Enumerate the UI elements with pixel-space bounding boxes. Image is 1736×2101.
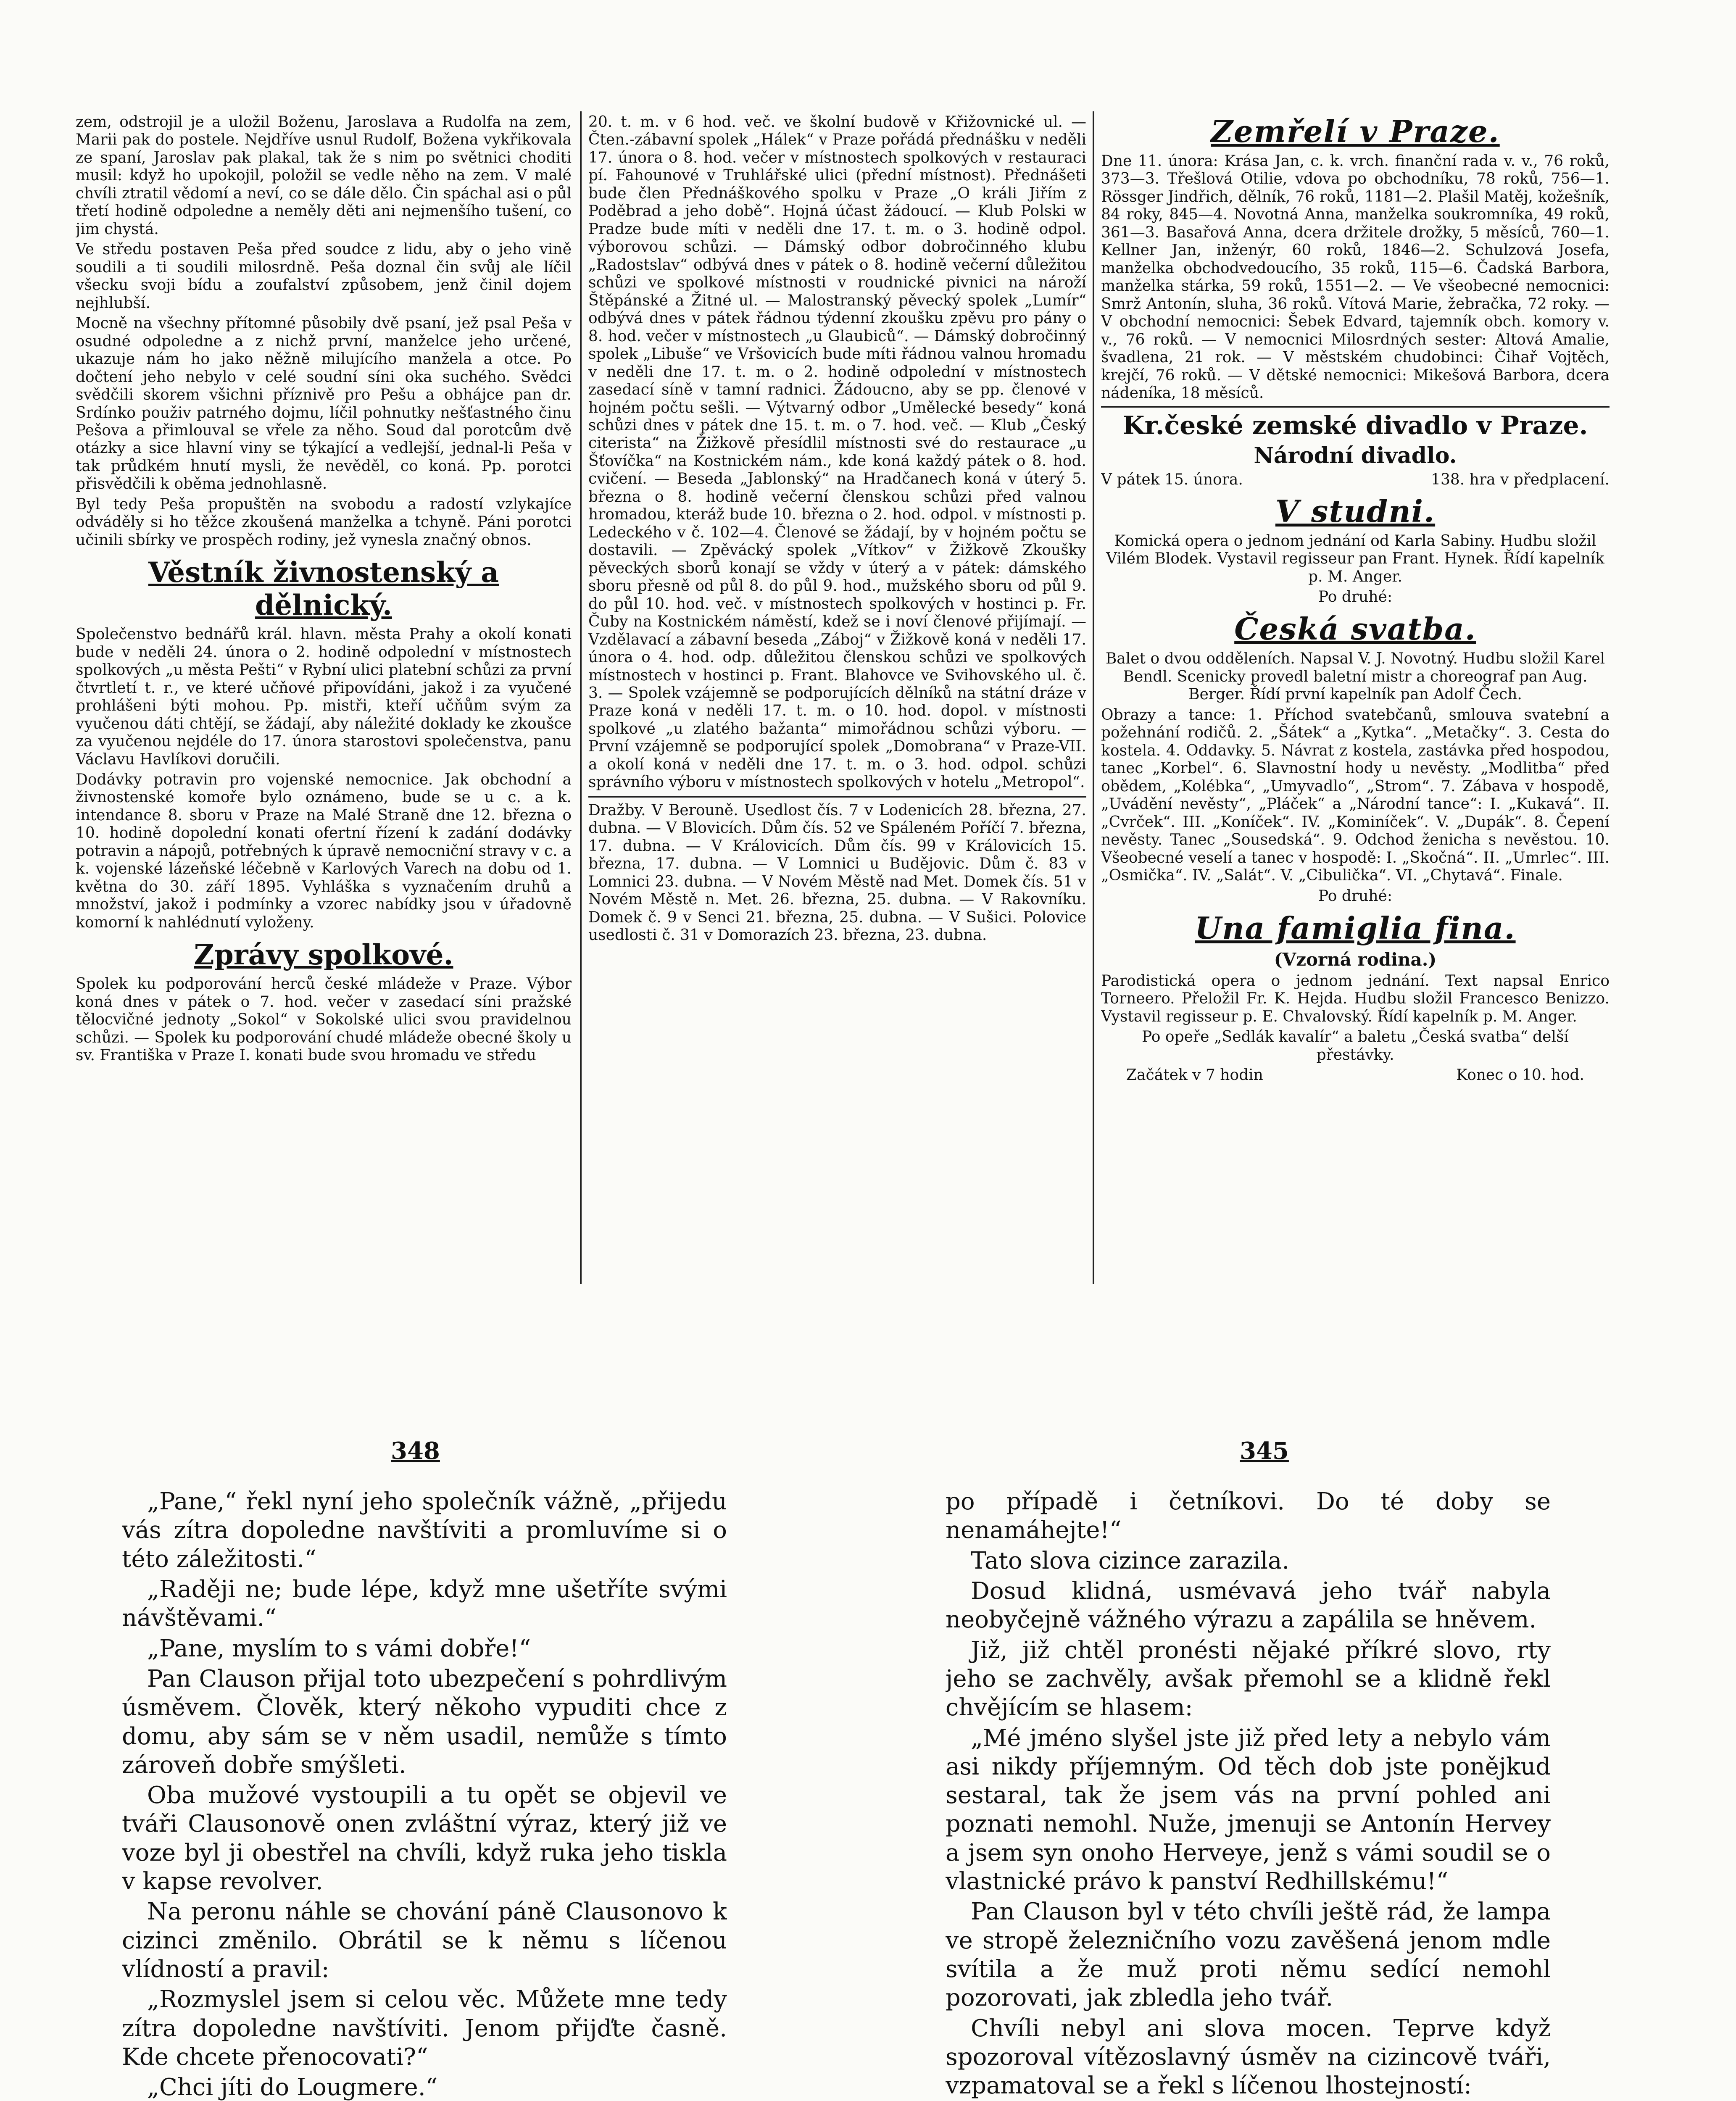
play-title-ceska-svatba: Česká svatba. <box>1234 611 1476 647</box>
novel-paragraph: Chvíli nebyl ani slova mocen. Teprve když spozoroval vítězoslavný úsměv na cizincově tváři, vzpamatoval se a řekl s líčenou lhostejností: <box>946 2014 1551 2100</box>
section-heading-divadlo: Kr.české zemské divadlo v Praze. <box>1122 411 1588 440</box>
section-divider <box>1101 406 1610 408</box>
novel-paragraph: po případě i četníkovi. Do té doby se nenamáhejte!“ <box>946 1488 1551 1544</box>
end-time: Konec o 10. hod. <box>1456 1066 1584 1084</box>
play-scenes: Obrazy a tance: 1. Příchod svatebčanů, smlouva svatební a požehnání rodičů. 2. „Šátek“ a „Kytka“. „Metačky“. 3. Cesta do kostela. 4. Oddavky. 5. Návrat z kostela, zastávka před hospodou, tanec „Korbel“. 6. Slavnostní hody u nevěsty. „Modlitba“ před obědem, „Kolébka“, „Umyvadlo“, „Strom“. 7. Zábava v hospodě, „Uvádění nevěsty“, „Pláček“ a „Národní tance“: I. „Kukavá“. II. „Cvrček“. III. „Koníček“. IV. „Kominíček“. V. „Dupák“. 8. Čepení nevěsty. Tanec „Sousedská“. 9. Odchod ženicha s nevěstou. 10. Všeobecné veselí a tanec v hospodě: I. „Skočná“. II. „Umrlec“. III. „Osmička“. IV. „Salát“. V. „Cibulička“. VI. „Chytavá“. Finale. <box>1101 706 1610 885</box>
column-divider <box>580 111 582 1284</box>
play-description: Parodistická opera o jednom jednání. Text napsal Enrico Torneero. Přeložil Fr. K. Hejda. Hudbu složil Francesco Benizzo. Vystavil regisseur p. E. Chvalovský. Řídí kapelník p. M. Anger. <box>1101 972 1610 1025</box>
article-paragraph: Dne 11. února: Krása Jan, c. k. vrch. finanční rada v. v., 76 roků, 373—3. Třešlová Otilie, vdova po obchodníku, 78 roků, 756—1. Rössger Jindřich, dělník, 76 roků, 1181—2. Plašil Matěj, kožešník, 84 roky, 845—4. Novotná Anna, manželka soukromníka, 49 roků, 361—3. Basařová Anna, dcera držitele drožky, 5 měsíců, 760—1. Kellner Jan, inženýr, 60 roků, 1846—2. Schulzová Josefa, manželka obchodvedoucího, 35 roků, 115—6. Čadská Barbora, manželka stárka, 59 roků, 1551—2. — Ve všeobecné nemocnici: Smrž Antonín, sluha, 36 roků. Vítová Marie, žebračka, 72 roky. — V obchodní nemocnici: Šebek Edvard, tajemník obch. komory v. v., 76 roků. — V nemocnici Milosrdných sester: Altová Amalie, švadlena, 21 rok. — V městském chudobinci: Čihař Vojtěch, krejčí, 76 roků. — V dětské nemocnici: Mikešová Barbora, dcera nádeníka, 18 měsíců. <box>1101 153 1610 402</box>
article-paragraph: Mocně na všechny přítomné působily dvě psaní, jež psal Peša v osudné odpoledne a z nichž první, manželce jeho určené, ukazuje nám ho jako něžně milujícího manžela a otce. Po dočtení jeho nebylo v celé soudní síni oka suchého. Svědci svědčili skorem všichni příznivě pro Pešu a obhájce pan dr. Srdínko použiv patrného dojmu, líčil pohnutky nešťastného činu Pešova a přimlouval se vřele za něho. Soud dal porotcům dvě otázky a sice hlavní viny se týkající a vedlejší, jednal-li Peša v tak průdkém hnutí mysli, že nevěděl, co koná. Pp. porotci přisvědčili k oběma jednohlasně. <box>76 315 572 493</box>
novel-paragraph: Již, již chtěl pronésti nějaké příkré slovo, rty jeho se zachvěly, avšak přemohl se a klidně řekl chvějícím se hlasem: <box>946 1636 1551 1722</box>
section-heading-vestnik: Věstník živnostenský a dělnický. <box>148 556 499 622</box>
novel-paragraph: Pan Clauson byl v této chvíli ještě rád, že lampa ve stropě železničního vozu zavěšená jenom mdle svítila a že muž proti němu sedící nemohl pozorovati, jak zbledla jeho tvář. <box>946 1898 1551 2012</box>
novel-paragraph: Na peronu náhle se chování páně Clausonovo k cizinci změnilo. Obrátil se k němu s líčenou vlídností a pravil: <box>122 1898 727 1983</box>
article-paragraph: Byl tedy Peša propuštěn na svobodu a radostí vzlykajíce odváděly si ho těžce zkoušená manželka a tchyně. Páni porotci učinili sbírky ve prospěch rodiny, jež vynesla značný obnos. <box>76 495 572 549</box>
novel-paragraph: „Mé jméno slyšel jste již před lety a nebylo vám asi nikdy příjemným. Od těch dob jste ponějkud sestaral, tak že jsem vás na první pohled ani poznati nemohl. Nuže, jmenuji se Antonín Hervey a jsem syn onoho Herveye, jenž s vámi soudil se o vlastnické právo k panství Redhillskému!“ <box>946 1724 1551 1896</box>
section-heading-zemreli: Zemřelí v Praze. <box>1211 113 1500 149</box>
column-1 <box>76 113 572 1282</box>
article-paragraph: Společenstvo bednářů král. hlavn. města Prahy a okolí konati bude v neděli 24. února o 2. hodině odpolední v místnostech spolkových „u města Pešti“ v Rybní ulici platební schůzi za první čtvrtletí t. r., ve které učňové připovídáni, jakož i za vyučené prohlášeni býti mohou. Pp. mistři, kteří učňům svým za vyučenou dáti chtějí, se žádají, aby náležité doklady ke zkoušce za vyučenou nejdéle do 17. února starostovi společenstva, panu Václavu Havlíkovi doručili. <box>76 626 572 768</box>
article-paragraph: Dodávky potravin pro vojenské nemocnice. Jak obchodní a živnostenské komoře bylo oznámeno, bude se u c. a k. intendance 8. sboru v Praze na Malé Straně dne 12. března o 10. hodině dopolední konati ofertní řízení k zadání dodávky potravin a nápojů, potřebných k úpravě nemocniční stravy v c. a k. vojenské lázeňské léčebně v Karlových Varech na dobu od 1. května do 30. září 1895. Vyhláška s vyznačením druhů a množství, jakož i podmínky a vzorec nabídky jsou v úřadovně komorní k nahlédnutí vyloženy. <box>76 771 572 931</box>
novel-paragraph: Tato slova cizince zarazila. <box>971 1547 1290 1574</box>
novel-paragraph: „Chci jíti do Lougmere.“ <box>147 2074 438 2101</box>
subscription-number: 138. hra v předplacení. <box>1431 471 1610 488</box>
novel-paragraph: „Pane, myslím to s vámi dobře!“ <box>147 1635 531 1662</box>
column-2 <box>588 113 1086 1282</box>
novel-paragraph: „Raději ne; bude lépe, když mne ušetříte svými návštěvami.“ <box>122 1575 727 1632</box>
performance-date-row <box>1101 471 1610 488</box>
novel-paragraph: „Pane,“ řekl nyní jeho společník vážně, „přijedu vás zítra dopoledne navštíviti a promluvíme si o této záležitosti.“ <box>122 1488 727 1573</box>
play-note: Po opeře „Sedlák kavalír“ a baletu „Česká svatba“ delší přestávky. <box>1142 1028 1569 1064</box>
novel-paragraph: „Rozmyslel jsem si celou věc. Můžete mne tedy zítra dopoledne navštíviti. Jenom přijďte časně. Kde chcete přenocovati?“ <box>122 1986 727 2071</box>
column-3 <box>1101 113 1610 1282</box>
novel-paragraph: Oba mužové vystoupili a tu opět se objevil ve tváři Clausonově onen zvláštní výraz, který již ve voze byl ji obestřel na chvíli, když ruka jeho tiskla v kapse revolver. <box>122 1782 727 1896</box>
article-paragraph: Ve středu postaven Peša před soudce z lidu, aby o jeho vině soudili a ti soudili milosrdně. Peša doznal čin svůj ale líčil všecku svoji bídu a zoufalství způsobem, jenž činil dojem nejhlubší. <box>76 241 572 312</box>
play-title-una-famiglia: Una famiglia fina. <box>1195 910 1516 946</box>
play-title-v-studni: V studni. <box>1275 493 1436 529</box>
play-description: Komická opera o jednom jednání od Karla Sabiny. Hudbu složil Vilém Blodek. Vystavil regisseur pan Frant. Hynek. Řídí kapelník p. M. Anger. <box>1106 532 1604 585</box>
start-time: Začátek v 7 hodin <box>1126 1066 1263 1084</box>
article-paragraph: zem, odstrojil je a uložil Boženu, Jaroslava a Rudolfa na zem, Marii pak do postele. Nejdříve usnul Rudolf, Božena vykřikovala ze spaní, Jaroslav pak plakal, tak že s nim po světnici choditi musil: když ho upokojil, položil se vedle něho na zem. V malé chvíli ztratil vědomí a neví, co se dále dělo. Čin spáchal asi o půl třetí hodině odpoledne a neměly děti ani nejmenšího tušení, co jim chystá. <box>76 113 572 238</box>
performance-date: V pátek 15. února. <box>1101 471 1243 488</box>
article-paragraph: Spolek ku podporování herců české mládeže v Praze. Výbor koná dnes v pátek o 7. hod. večer v zasedací síni pražské tělocvičné jednoty „Sokol“ v Sokolské ulici svou pravidelnou schůzi. — Spolek ku podporování chudé mládeže obecné školy u sv. Františka v Praze I. konati bude svou hromadu ve středu <box>76 975 572 1064</box>
novel-paragraph: Dosud klidná, usmévavá jeho tvář nabyla neobyčejně vážného výrazu a zapálila se hněvem. <box>946 1577 1551 1634</box>
theatre-name: Národní divadlo. <box>1254 442 1457 469</box>
play-subtitle: (Vzorná rodina.) <box>1274 949 1437 970</box>
column-divider <box>1093 111 1094 1284</box>
section-heading-zpravy: Zprávy spolkové. <box>194 938 453 972</box>
novel-right-page <box>946 1488 1551 2101</box>
play-description: Balet o dvou odděleních. Napsal V. J. Novotný. Hudbu složil Karel Bendl. Scenicky provedl baletní mistr a choreograf pan Aug. Berger. Řídí první kapelník pan Adolf Čech. <box>1105 650 1605 703</box>
po-druhe-label: Po druhé: <box>1318 588 1392 606</box>
novel-paragraph: Pan Clauson přijal toto ubezpečení s pohrdlivým úsměvem. Člověk, který někoho vypuditi chce z domu, aby sám se v něm usadil, nemůže s tímto zároveň dobře smýšleti. <box>122 1665 727 1779</box>
page-number-left: 348 <box>391 1437 440 1465</box>
novel-left-page <box>122 1488 727 2101</box>
showtime-row <box>1101 1066 1610 1084</box>
page-number-right: 345 <box>1240 1437 1289 1465</box>
po-druhe-label: Po druhé: <box>1318 887 1392 905</box>
article-paragraph: 20. t. m. v 6 hod. več. ve školní budově v Křižovnické ul. — Čten.-zábavní spolek „Hálek“ v Praze pořádá přednášku v neděli 17. února o 8. hod. večer v místnostech spolkových v restauraci pí. Fahounové v Truhlářské ulici (přední místnost). Přednášeti bude člen Přednáškového spolku v Praze „O králi Jiřím z Poděbrad a jeho době“. Hojná účast žádoucí. — Klub Polski w Pradze bude míti v neděli dne 17. t. m. o 3. hodině odpol. výborovou schůzi. — Dámský odbor dobročinného klubu „Radostslav“ odbývá dnes v pátek o 8. hodině večerní důležitou schůzi ve spolkové místnosti v roudnické pivnici na nároží Štěpánské a Žitné ul. — Malostranský pěvecký spolek „Lumír“ odbývá dnes v pátek řádnou týdenní zkoušku zpěvu pro pány o 8. hod. večer v místnostech „u Glaubiců“. — Dámský dobročinný spolek „Libuše“ ve Vršovicích bude míti řádnou valnou hromadu v neděli dne 17. t. m. o 2. hodině odpolední v místnostech zasedací síně v tamní radnici. Žádoucno, aby se pp. členové v hojném počtu sešli. — Výtvarný odbor „Umělecké besedy“ koná schůzi dnes v pátek dne 15. t. m. o 7. hod. več. — Klub „Český citerista“ na Žižkově přesídlil místnosti své do restaurace „u Šťovíčka“ na Kostnickém nám., kde koná každý pátek o 8. hod. cvičení. — Beseda „Jablonský“ na Hradčanech koná v úterý 5. března o 8. hodině večerní členskou schůzi před valnou hromadou, kteráž bude 10. března o 2. hod. odpol. v místnosti p. Ledeckého v č. 102—4. Členové se žádají, by v hojném počtu se dostavili. — Zpěvácký spolek „Vítkov“ v Žižkově Zkoušky pěveckých sborů konají se vždy v úterý a v pátek: dámského sboru přesně od půl 8. do půl 9. hod., mužského sboru od půl 9. do půl 10. hod. več. v místnostech spolkových v hostinci p. Fr. Čuby na Kostnickém náměstí, kdež se i noví členové přijímají. — Vzdělavací a zábavní beseda „Záboj“ v Žižkově koná v neděli 17. února o 4. hod. odp. důležitou členskou schůzi ve spolkových místnostech v hostinci p. Frant. Blahovce ve Svihovského ul. č. 3. — Spolek vzájemně se podporujících dělníků na státní dráze v Praze koná v neděli 17. t. m. o 10. hod. dopol. v místnosti spolkové „u zlatého bažanta“ mimořádnou schůzi výboru. — První vzájemně se podporující spolek „Domobrana“ v Praze-VII. a okolí koná v neděli dne 17. t. m. o 3. hod. odpol. schůzi správního výboru v místnostech spolkových v hotelu „Metropol“. <box>588 113 1086 791</box>
article-paragraph: Dražby. V Berouně. Usedlost čís. 7 v Lodenicích 28. března, 27. dubna. — V Blovicích. Dům čís. 52 ve Spáleném Poříčí 7. března, 17. dubna. — V Královicích. Dům čís. 99 v Královicích 15. března, 17. dubna. — V Lomnici u Budějovic. Dům č. 83 v Lomnici 23. dubna. — V Novém Městě nad Met. Domek čís. 51 v Novém Městě n. Met. 26. března, 25. dubna. — V Rakovníku. Domek č. 9 v Senci 21. března, 25. dubna. — V Sušici. Polovice usedlosti č. 31 v Domorazích 23. března, 23. dubna. <box>588 801 1086 944</box>
section-divider <box>588 796 1086 798</box>
